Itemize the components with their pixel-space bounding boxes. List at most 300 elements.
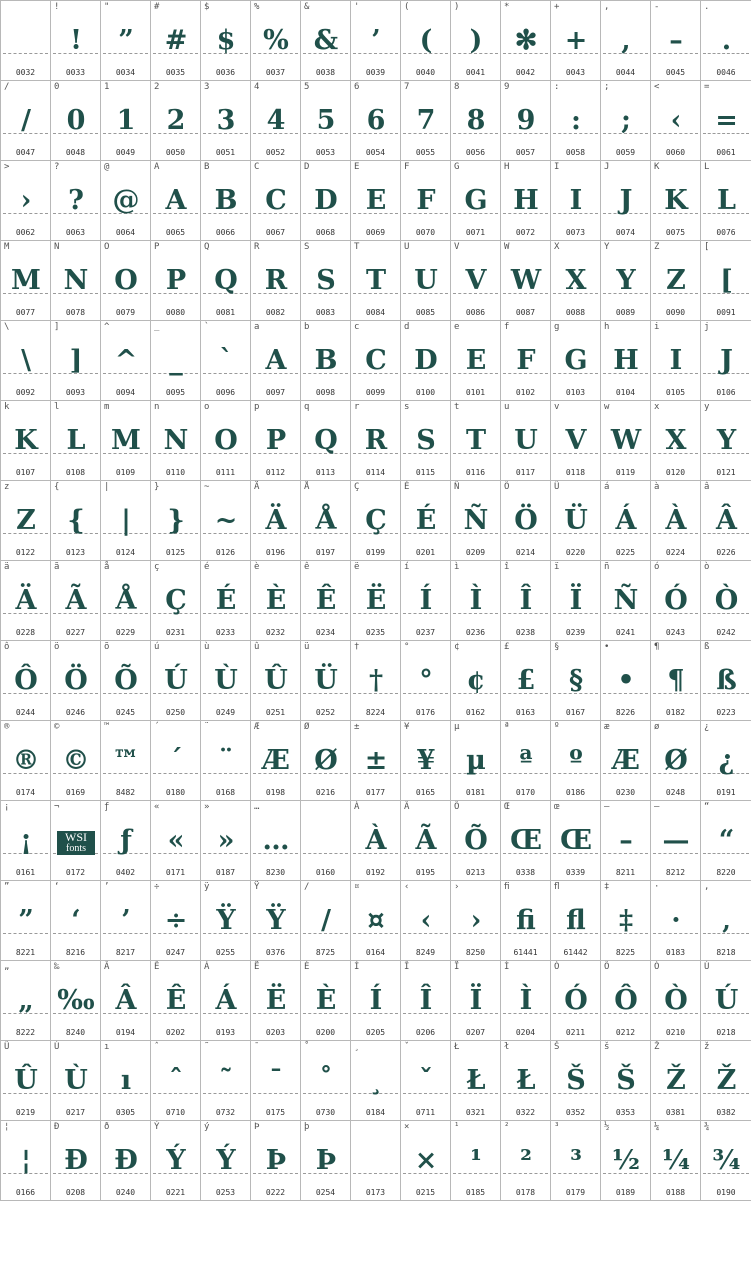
glyph-cell[interactable]: [501, 1121, 551, 1201]
glyph-cell[interactable]: [551, 561, 601, 641]
glyph-cell[interactable]: [401, 801, 451, 881]
glyph-sample: Ž: [716, 1065, 736, 1096]
glyph-cell[interactable]: [401, 641, 451, 721]
glyph-cell[interactable]: [51, 1, 101, 81]
glyph-cell[interactable]: [601, 801, 651, 881]
glyph-cell[interactable]: [301, 561, 351, 641]
glyph-cell[interactable]: [351, 401, 401, 481]
glyph-cell[interactable]: [551, 321, 601, 401]
glyph-cell[interactable]: [551, 481, 601, 561]
glyph-sample: _: [169, 345, 182, 376]
cell-character-label: m: [104, 402, 110, 412]
glyph-cell[interactable]: [351, 1121, 401, 1201]
glyph-cell[interactable]: [651, 641, 701, 721]
cell-code-number: 0117: [515, 468, 536, 477]
glyph-cell[interactable]: [201, 1121, 251, 1201]
glyph-cell[interactable]: [301, 1121, 351, 1201]
glyph-cell[interactable]: [701, 561, 751, 641]
glyph-cell[interactable]: [201, 1041, 251, 1121]
glyph-cell[interactable]: [51, 641, 101, 721]
cell-code-number: 0059: [615, 148, 636, 157]
glyph-row: [1, 1041, 751, 1121]
glyph-cell[interactable]: [701, 721, 751, 801]
glyph-cell[interactable]: [701, 1041, 751, 1121]
glyph-cell[interactable]: [151, 721, 201, 801]
glyph-cell[interactable]: [1, 961, 51, 1041]
glyph-cell[interactable]: [1, 241, 51, 321]
glyph-cell[interactable]: [1, 81, 51, 161]
glyph-cell[interactable]: [101, 1121, 151, 1201]
glyph-cell[interactable]: [601, 321, 651, 401]
glyph-cell[interactable]: [601, 1, 651, 81]
glyph-cell[interactable]: [1, 481, 51, 561]
glyph-cell[interactable]: [551, 241, 601, 321]
glyph-cell[interactable]: [51, 561, 101, 641]
glyph-cell[interactable]: [51, 881, 101, 961]
glyph-cell[interactable]: [651, 481, 701, 561]
glyph-cell[interactable]: [601, 1121, 651, 1201]
glyph-cell[interactable]: [501, 721, 551, 801]
glyph-cell[interactable]: [201, 721, 251, 801]
glyph-cell[interactable]: [651, 721, 701, 801]
glyph-cell[interactable]: [201, 641, 251, 721]
glyph-cell[interactable]: [701, 81, 751, 161]
glyph-cell[interactable]: [401, 161, 451, 241]
glyph-sample: A: [265, 345, 286, 376]
glyph-cell[interactable]: [651, 81, 701, 161]
cell-character-label: ã: [54, 562, 60, 572]
glyph-cell[interactable]: [501, 1, 551, 81]
glyph-cell[interactable]: [151, 401, 201, 481]
glyph-cell[interactable]: [651, 561, 701, 641]
glyph-cell[interactable]: [101, 321, 151, 401]
cell-character-label: ¿: [704, 722, 710, 732]
cell-code-number: 0033: [65, 68, 86, 77]
glyph-sample: ˜: [219, 1065, 232, 1096]
glyph-cell[interactable]: [551, 81, 601, 161]
glyph-cell[interactable]: [351, 321, 401, 401]
glyph-sample: D: [314, 185, 337, 216]
glyph-cell[interactable]: [351, 641, 401, 721]
glyph-cell[interactable]: [451, 881, 501, 961]
glyph-cell[interactable]: [701, 321, 751, 401]
glyph-cell[interactable]: [651, 1041, 701, 1121]
glyph-cell[interactable]: [351, 561, 401, 641]
glyph-cell[interactable]: [451, 961, 501, 1041]
glyph-cell[interactable]: [601, 81, 651, 161]
cell-character-label: 6: [354, 82, 360, 92]
glyph-cell[interactable]: [401, 721, 451, 801]
glyph-cell[interactable]: [101, 241, 151, 321]
glyph-cell[interactable]: [401, 481, 451, 561]
glyph-cell[interactable]: [151, 161, 201, 241]
glyph-cell[interactable]: [201, 1, 251, 81]
glyph-cell[interactable]: [251, 721, 301, 801]
glyph-cell[interactable]: [251, 1121, 301, 1201]
glyph-cell[interactable]: [51, 1041, 101, 1121]
cell-code-number: 8240: [65, 1028, 86, 1037]
glyph-cell[interactable]: [251, 321, 301, 401]
cell-code-number: 0209: [465, 548, 486, 557]
glyph-cell[interactable]: [301, 641, 351, 721]
glyph-cell[interactable]: [251, 961, 301, 1041]
cell-code-number: 0210: [665, 1028, 686, 1037]
cell-code-number: 0178: [515, 1188, 536, 1197]
glyph-cell[interactable]: [501, 801, 551, 881]
glyph-cell[interactable]: [151, 481, 201, 561]
glyph-cell[interactable]: [451, 481, 501, 561]
glyph-cell[interactable]: [301, 161, 351, 241]
glyph-cell[interactable]: [451, 161, 501, 241]
glyph-cell[interactable]: [401, 321, 451, 401]
glyph-cell[interactable]: [101, 801, 151, 881]
glyph-cell[interactable]: [451, 801, 501, 881]
glyph-cell[interactable]: [301, 241, 351, 321]
glyph-sample: Á: [615, 505, 636, 536]
cell-character-label: L: [704, 162, 710, 172]
glyph-cell[interactable]: [1, 881, 51, 961]
glyph-sample: ˇ: [419, 1065, 432, 1096]
glyph-cell[interactable]: [401, 561, 451, 641]
glyph-cell[interactable]: [301, 881, 351, 961]
glyph-cell[interactable]: [401, 1, 451, 81]
glyph-cell[interactable]: [451, 241, 501, 321]
glyph-cell[interactable]: [51, 161, 101, 241]
glyph-cell[interactable]: [601, 241, 651, 321]
glyph-cell[interactable]: [601, 961, 651, 1041]
glyph-cell[interactable]: [551, 161, 601, 241]
cell-character-label: æ: [604, 722, 610, 732]
glyph-cell[interactable]: [701, 801, 751, 881]
glyph-cell[interactable]: [301, 321, 351, 401]
cell-character-label: ´: [154, 722, 160, 732]
glyph-cell[interactable]: [451, 1, 501, 81]
glyph-cell[interactable]: [51, 81, 101, 161]
glyph-cell[interactable]: [151, 881, 201, 961]
glyph-cell[interactable]: [201, 81, 251, 161]
glyph-cell[interactable]: [651, 801, 701, 881]
glyph-cell[interactable]: [351, 161, 401, 241]
glyph-sample: Ñ: [463, 505, 488, 536]
glyph-cell[interactable]: [701, 1, 751, 81]
cell-character-label: i: [654, 322, 660, 332]
glyph-cell[interactable]: [251, 801, 301, 881]
glyph-cell[interactable]: [601, 1041, 651, 1121]
glyph-cell[interactable]: [51, 481, 101, 561]
glyph-cell[interactable]: [451, 1041, 501, 1121]
glyph-cell[interactable]: [1, 161, 51, 241]
glyph-cell[interactable]: [51, 961, 101, 1041]
glyph-cell[interactable]: [51, 401, 101, 481]
cell-code-number: 0108: [65, 468, 86, 477]
glyph-sample: Ò: [714, 585, 738, 616]
glyph-cell[interactable]: [101, 561, 151, 641]
glyph-cell[interactable]: [1, 561, 51, 641]
glyph-cell[interactable]: [101, 641, 151, 721]
cell-character-label: z: [4, 482, 10, 492]
glyph-row: [1, 241, 751, 321]
glyph-cell[interactable]: [201, 481, 251, 561]
glyph-cell[interactable]: [501, 161, 551, 241]
glyph-cell[interactable]: [601, 641, 651, 721]
glyph-cell[interactable]: [201, 241, 251, 321]
glyph-cell[interactable]: [301, 1, 351, 81]
glyph-cell[interactable]: [551, 1121, 601, 1201]
glyph-cell[interactable]: [451, 321, 501, 401]
glyph-cell[interactable]: [101, 481, 151, 561]
glyph-cell[interactable]: [551, 721, 601, 801]
glyph-cell[interactable]: [551, 1041, 601, 1121]
glyph-cell[interactable]: [351, 1041, 401, 1121]
glyph-cell[interactable]: [501, 321, 551, 401]
glyph-cell[interactable]: [101, 1, 151, 81]
cell-code-number: 0092: [15, 388, 36, 397]
glyph-cell[interactable]: [201, 881, 251, 961]
glyph-sample: Ó: [664, 585, 687, 616]
glyph-cell[interactable]: [651, 1, 701, 81]
glyph-cell[interactable]: [701, 881, 751, 961]
glyph-cell[interactable]: [301, 81, 351, 161]
cell-code-number: 0103: [565, 388, 586, 397]
glyph-cell[interactable]: [51, 321, 101, 401]
glyph-cell[interactable]: [101, 161, 151, 241]
glyph-cell[interactable]: [501, 81, 551, 161]
cell-character-label: ˜: [204, 1042, 210, 1052]
glyph-cell[interactable]: [251, 81, 301, 161]
glyph-cell[interactable]: [651, 161, 701, 241]
cell-character-label: U: [404, 242, 410, 252]
cell-code-number: 0181: [465, 788, 486, 797]
cell-code-number: 0231: [165, 628, 186, 637]
glyph-cell[interactable]: [151, 321, 201, 401]
glyph-cell[interactable]: [251, 641, 301, 721]
glyph-sample: ): [469, 25, 482, 56]
glyph-cell[interactable]: [451, 641, 501, 721]
glyph-cell[interactable]: [151, 81, 201, 161]
cell-code-number: 0253: [215, 1188, 236, 1197]
glyph-cell[interactable]: [701, 641, 751, 721]
glyph-cell[interactable]: [101, 401, 151, 481]
glyph-cell[interactable]: [101, 1041, 151, 1121]
glyph-cell[interactable]: [1, 321, 51, 401]
glyph-cell[interactable]: [501, 961, 551, 1041]
glyph-cell[interactable]: [501, 401, 551, 481]
cell-code-number: 0044: [615, 68, 636, 77]
cell-character-label: ‘: [54, 882, 60, 892]
cell-character-label: X: [554, 242, 560, 252]
glyph-cell[interactable]: [301, 801, 351, 881]
glyph-cell[interactable]: [251, 401, 301, 481]
glyph-sample: †: [368, 665, 383, 696]
glyph-cell[interactable]: [151, 1041, 201, 1121]
glyph-cell[interactable]: [101, 881, 151, 961]
cell-character-label: ç: [154, 562, 160, 572]
glyph-cell[interactable]: [501, 241, 551, 321]
glyph-sample: ½: [611, 1145, 640, 1176]
cell-character-label: ˆ: [154, 1042, 160, 1052]
glyph-cell[interactable]: [701, 161, 751, 241]
glyph-cell[interactable]: [151, 1, 201, 81]
glyph-cell[interactable]: [451, 81, 501, 161]
cell-code-number: 0206: [415, 1028, 436, 1037]
cell-character-label: @: [104, 162, 110, 172]
glyph-cell[interactable]: [151, 641, 201, 721]
glyph-sample: Û: [14, 1065, 37, 1096]
glyph-cell[interactable]: [401, 401, 451, 481]
glyph-cell[interactable]: [251, 1, 301, 81]
cell-character-label: ^: [104, 322, 110, 332]
cell-code-number: 0091: [716, 308, 736, 317]
glyph-cell[interactable]: [301, 1041, 351, 1121]
glyph-cell[interactable]: [501, 1041, 551, 1121]
glyph-cell[interactable]: [601, 561, 651, 641]
glyph-cell[interactable]: [401, 241, 451, 321]
glyph-cell[interactable]: [351, 721, 401, 801]
glyph-cell[interactable]: [251, 481, 301, 561]
glyph-cell[interactable]: [451, 1121, 501, 1201]
glyph-cell[interactable]: [451, 721, 501, 801]
glyph-cell[interactable]: [51, 1121, 101, 1201]
glyph-cell[interactable]: [401, 881, 451, 961]
glyph-cell[interactable]: [201, 401, 251, 481]
cell-character-label: Ú: [704, 962, 710, 972]
glyph-cell[interactable]: [351, 241, 401, 321]
glyph-sample: Ì: [519, 985, 532, 1016]
glyph-cell[interactable]: [351, 481, 401, 561]
glyph-cell[interactable]: [551, 801, 601, 881]
glyph-cell[interactable]: [301, 481, 351, 561]
glyph-cell[interactable]: [201, 961, 251, 1041]
glyph-cell[interactable]: [1, 1, 51, 81]
glyph-row: [1, 161, 751, 241]
glyph-cell[interactable]: [301, 721, 351, 801]
cell-character-label: ›: [454, 882, 460, 892]
glyph-cell[interactable]: [251, 1041, 301, 1121]
glyph-cell[interactable]: [501, 641, 551, 721]
glyph-cell[interactable]: [151, 561, 201, 641]
glyph-cell[interactable]: [701, 481, 751, 561]
glyph-cell[interactable]: [551, 1, 601, 81]
glyph-sample: ı: [120, 1065, 131, 1096]
glyph-cell[interactable]: [201, 801, 251, 881]
glyph-cell[interactable]: [551, 881, 601, 961]
glyph-cell[interactable]: [201, 321, 251, 401]
glyph-cell[interactable]: [651, 321, 701, 401]
glyph-cell[interactable]: [101, 721, 151, 801]
glyph-cell[interactable]: [401, 81, 451, 161]
glyph-cell[interactable]: [701, 401, 751, 481]
cell-code-number: 0204: [515, 1028, 536, 1037]
cell-character-label: V: [454, 242, 460, 252]
glyph-cell[interactable]: [451, 561, 501, 641]
glyph-cell[interactable]: [401, 1121, 451, 1201]
glyph-cell[interactable]: [701, 1121, 751, 1201]
glyph-cell[interactable]: [51, 241, 101, 321]
glyph-cell[interactable]: [651, 881, 701, 961]
glyph-cell[interactable]: [601, 481, 651, 561]
glyph-cell[interactable]: [151, 241, 201, 321]
glyph-cell[interactable]: [51, 801, 101, 881]
glyph-sample: J: [619, 185, 632, 216]
glyph-cell[interactable]: [601, 401, 651, 481]
glyph-cell[interactable]: [451, 401, 501, 481]
cell-character-label: r: [354, 402, 360, 412]
glyph-sample: ´: [169, 745, 182, 776]
glyph-cell[interactable]: [251, 161, 301, 241]
glyph-cell[interactable]: [251, 241, 301, 321]
glyph-cell[interactable]: [601, 881, 651, 961]
glyph-cell[interactable]: [601, 161, 651, 241]
glyph-cell[interactable]: [201, 561, 251, 641]
glyph-cell[interactable]: [351, 881, 401, 961]
cell-character-label: ë: [354, 562, 360, 572]
glyph-row: [1, 961, 751, 1041]
glyph-cell[interactable]: [701, 961, 751, 1041]
glyph-cell[interactable]: [351, 1, 401, 81]
glyph-cell[interactable]: [1, 801, 51, 881]
glyph-cell[interactable]: [401, 961, 451, 1041]
cell-character-label: ;: [604, 82, 610, 92]
glyph-cell[interactable]: [151, 801, 201, 881]
glyph-cell[interactable]: [651, 401, 701, 481]
glyph-cell[interactable]: [501, 561, 551, 641]
glyph-cell[interactable]: [251, 561, 301, 641]
cell-code-number: 0195: [415, 868, 436, 877]
glyph-cell[interactable]: [651, 961, 701, 1041]
cell-character-label: “: [704, 802, 710, 812]
glyph-cell[interactable]: [301, 961, 351, 1041]
glyph-cell[interactable]: [601, 721, 651, 801]
glyph-cell[interactable]: [651, 241, 701, 321]
glyph-cell[interactable]: [551, 401, 601, 481]
glyph-cell[interactable]: [551, 961, 601, 1041]
glyph-cell[interactable]: [1, 641, 51, 721]
glyph-cell[interactable]: [251, 881, 301, 961]
glyph-cell[interactable]: [1, 401, 51, 481]
glyph-sample: ¹: [470, 1145, 481, 1176]
cell-code-number: 0198: [265, 788, 286, 797]
glyph-cell[interactable]: [401, 1041, 451, 1121]
glyph-cell[interactable]: [1, 721, 51, 801]
cell-code-number: 0099: [365, 388, 386, 397]
glyph-cell[interactable]: [551, 641, 601, 721]
glyph-cell[interactable]: [51, 721, 101, 801]
cell-code-number: 0047: [15, 148, 36, 157]
glyph-cell[interactable]: [351, 961, 401, 1041]
glyph-cell[interactable]: [151, 961, 201, 1041]
glyph-cell[interactable]: [101, 961, 151, 1041]
glyph-cell[interactable]: [101, 81, 151, 161]
cell-character-label: ¬: [54, 802, 60, 812]
glyph-cell[interactable]: [701, 241, 751, 321]
glyph-sample: ¢: [466, 665, 485, 696]
glyph-cell[interactable]: [1, 1121, 51, 1201]
cell-code-number: 0115: [415, 468, 436, 477]
glyph-cell[interactable]: [201, 161, 251, 241]
glyph-cell[interactable]: [501, 881, 551, 961]
glyph-cell[interactable]: [501, 481, 551, 561]
cell-code-number: 0090: [665, 308, 686, 317]
glyph-cell[interactable]: [651, 1121, 701, 1201]
glyph-cell[interactable]: [301, 401, 351, 481]
glyph-sample: …: [262, 825, 289, 856]
glyph-cell[interactable]: [151, 1121, 201, 1201]
glyph-cell[interactable]: [351, 81, 401, 161]
cell-character-label: è: [254, 562, 260, 572]
glyph-cell[interactable]: [351, 801, 401, 881]
glyph-cell[interactable]: [1, 1041, 51, 1121]
cell-code-number: 0161: [15, 868, 36, 877]
